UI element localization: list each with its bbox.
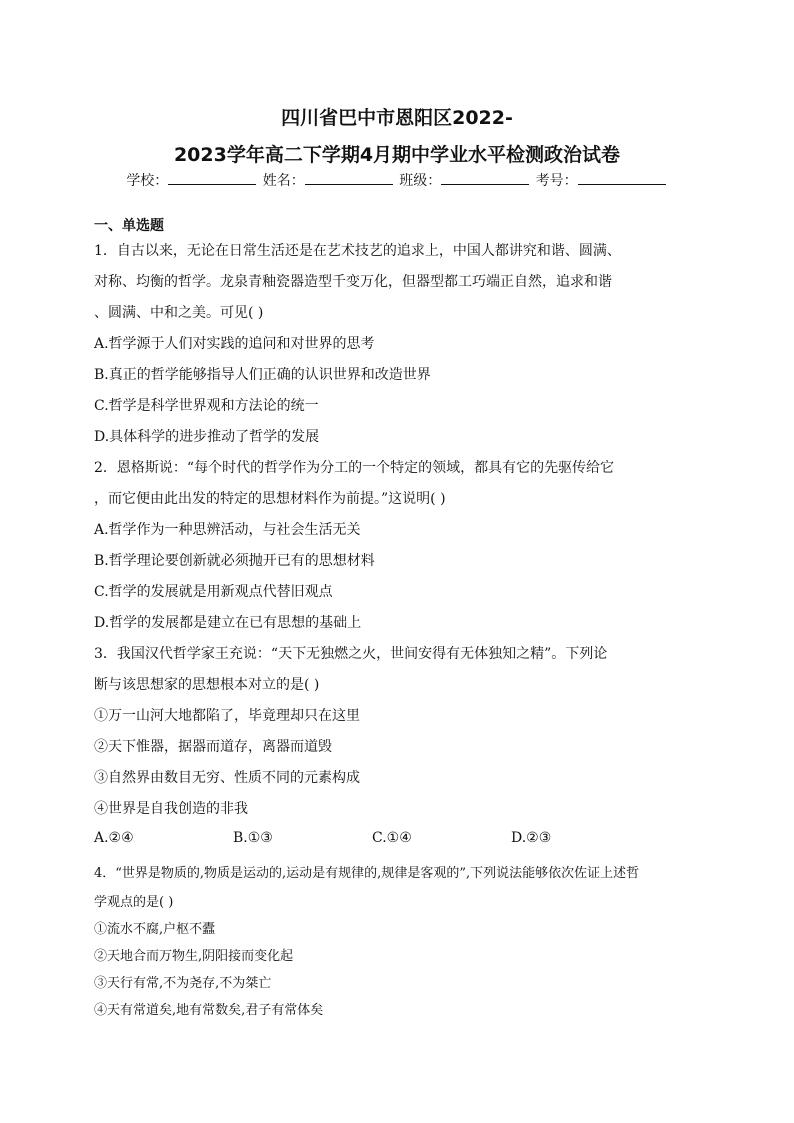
- q4-stem-line1: 4．“世界是物质的,物质是运动的,运动是有规律的,规律是客观的”,下列说法能够依次佐证上述哲: [94, 866, 640, 881]
- class-blank: [441, 170, 529, 185]
- exam-no-label: 考号：: [535, 173, 578, 189]
- school-blank: [168, 170, 256, 185]
- q1-stem-line2: 对称、均衡的哲学。龙泉青釉瓷器造型千变万化，但器型都工巧端正自然，追求和谐: [94, 274, 612, 290]
- q2-stem-line2: ，而它便由此出发的特定的思想材料作为前提。”这说明( ): [94, 491, 446, 507]
- q2-option-a: A.哲学作为一种思辨活动，与社会生活无关: [94, 522, 361, 538]
- q1-stem-line1: 1．自古以来，无论在日常生活还是在艺术技艺的追求上，中国人都讲究和谐、圆满、: [94, 243, 621, 259]
- q1-stem-line3: 、圆满、中和之美。可见( ): [94, 305, 264, 321]
- q2-option-c: C.哲学的发展就是用新观点代替旧观点: [94, 584, 333, 600]
- q3-statement-2: ②天下惟器，据器而道存，离器而道毁: [94, 739, 332, 755]
- section-heading: 一、单选题: [94, 218, 164, 234]
- q3-option-c: C.①④: [372, 830, 412, 846]
- q2-stem-line1: 2．恩格斯说：“每个时代的哲学作为分工的一个特定的领域，都具有它的先驱传给它: [94, 460, 615, 476]
- exam-title-line1: 四川省巴中市恩阳区2022-: [281, 107, 513, 129]
- q1-option-d: D.具体科学的进步推动了哲学的发展: [94, 429, 320, 445]
- q3-statement-3: ③自然界由数目无穷、性质不同的元素构成: [94, 770, 360, 786]
- q4-stem-line2: 学观点的是( ): [94, 895, 174, 910]
- q4-statement-1: ①流水不腐,户枢不蠹: [94, 922, 216, 937]
- q4-statement-3: ③天行有常,不为尧存,不为桀亡: [94, 976, 272, 991]
- q4-statement-2: ②天地合而万物生,阴阳接而变化起: [94, 949, 294, 964]
- q3-stem-line1: 3．我国汉代哲学家王充说：“天下无独燃之火，世间安得有无体独知之精”。下列论: [94, 646, 608, 662]
- class-label: 班级：: [399, 173, 442, 189]
- exam-no-blank: [578, 170, 666, 185]
- q3-statement-1: ①万一山河大地都陷了，毕竟理却只在这里: [94, 708, 360, 724]
- school-label: 学校：: [126, 173, 169, 189]
- q3-option-d: D.②③: [511, 830, 552, 846]
- q2-option-d: D.哲学的发展都是建立在已有思想的基础上: [94, 615, 362, 631]
- q1-option-b: B.真正的哲学能够指导人们正确的认识世界和改造世界: [94, 367, 431, 383]
- q1-option-a: A.哲学源于人们对实践的追问和对世界的思考: [94, 336, 375, 352]
- q3-option-a: A.②④: [94, 830, 134, 846]
- exam-title-line2: 2023学年高二下学期4月期中学业水平检测政治试卷: [173, 144, 621, 166]
- q4-statement-4: ④天有常道矣,地有常数矣,君子有常体矣: [94, 1003, 324, 1018]
- q3-statement-4: ④世界是自我创造的非我: [94, 801, 248, 817]
- name-label: 姓名：: [262, 173, 305, 189]
- q3-stem-line2: 断与该思想家的思想根本对立的是( ): [94, 677, 320, 693]
- student-info-row: [0, 170, 794, 190]
- q2-option-b: B.哲学理论要创新就必须抛开已有的思想材料: [94, 553, 375, 569]
- q1-option-c: C.哲学是科学世界观和方法论的统一: [94, 398, 319, 414]
- name-blank: [305, 170, 393, 185]
- q3-option-b: B.①③: [233, 830, 273, 846]
